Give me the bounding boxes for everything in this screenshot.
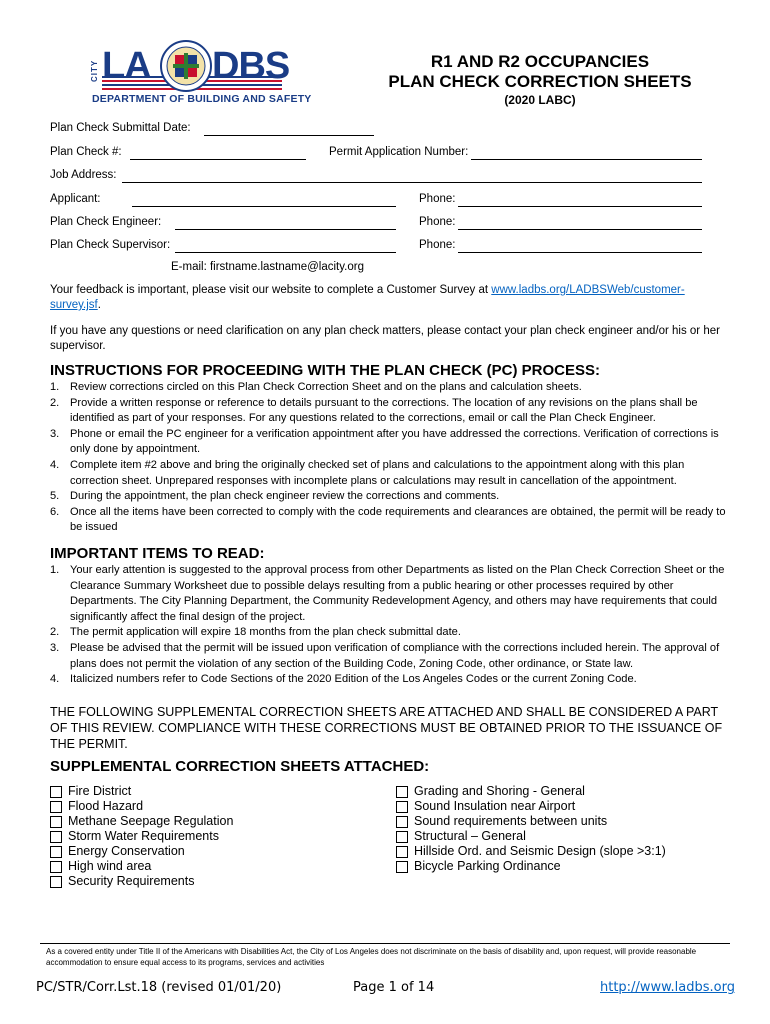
applicant-label: Applicant: <box>50 193 101 205</box>
checkbox[interactable] <box>396 786 408 798</box>
supplemental-list-right <box>396 784 666 874</box>
supervisor-phone-label: Phone: <box>419 239 456 251</box>
job-address-field[interactable] <box>122 182 702 183</box>
permit-application-field[interactable] <box>471 159 702 160</box>
checkbox[interactable] <box>50 816 62 828</box>
checkbox-item[interactable]: Storm Water Requirements <box>50 829 233 844</box>
checkbox-item[interactable]: Hillside Ord. and Seismic Design (slope >3:1) <box>396 844 666 859</box>
checkbox[interactable] <box>396 861 408 873</box>
list-item: 1. Review corrections circled on this Plan Check Correction Sheet and on the plans and calculation sheets. <box>50 381 582 393</box>
checkbox-item[interactable]: Methane Seepage Regulation <box>50 814 233 829</box>
logo-department-text: DEPARTMENT OF BUILDING AND SAFETY <box>92 93 312 105</box>
submittal-date-label: Plan Check Submittal Date: <box>50 122 191 134</box>
checkbox-item[interactable]: Sound Insulation near Airport <box>396 799 666 814</box>
feedback-period: . <box>97 299 101 311</box>
list-item: 3. Phone or email the PC engineer for a verification appointment after you have addressed the corrections. Verification of corrections is only done by appointment. <box>50 427 719 456</box>
instructions-list <box>50 380 730 536</box>
list-item: 6. Once all the items have been corrected to comply with the code requirements and clearances are obtained, the permit will be ready to be issued <box>50 505 726 534</box>
checkbox-item[interactable]: Security Requirements <box>50 874 233 889</box>
instructions-heading: INSTRUCTIONS FOR PROCEEDING WITH THE PLAN CHECK (PC) PROCESS: <box>50 362 601 379</box>
checkbox-item[interactable]: Grading and Shoring - General <box>396 784 666 799</box>
permit-application-label: Permit Application Number: <box>329 146 469 158</box>
job-address-label: Job Address: <box>50 169 117 181</box>
checkbox[interactable] <box>50 861 62 873</box>
list-item: 3. Please be advised that the permit will be issued upon verification of compliance with the corrections included herein. The approval of plans does not permit the violation of any section of the Building Code, Zoning Code, other ordinance, or State law. <box>50 641 720 670</box>
supervisor-label: Plan Check Supervisor: <box>50 239 171 251</box>
engineer-field[interactable] <box>175 229 396 230</box>
engineer-phone-label: Phone: <box>419 216 456 228</box>
checkbox[interactable] <box>50 786 62 798</box>
plan-check-number-field[interactable] <box>130 159 306 160</box>
checkbox[interactable] <box>50 801 62 813</box>
document-title <box>340 52 740 108</box>
submittal-date-field[interactable] <box>204 135 374 136</box>
logo-la-text: LA <box>102 45 151 87</box>
city-seal-icon <box>160 40 212 92</box>
list-item: 5. During the appointment, the plan check engineer review the corrections and comments. <box>50 490 500 503</box>
questions-paragraph: If you have any questions or need clarification on any plan check matters, please contact your plan check engineer and/or his or her supervisor. <box>50 325 720 352</box>
plan-check-number-label: Plan Check #: <box>50 146 122 158</box>
engineer-phone-field[interactable] <box>458 229 702 230</box>
important-items-list <box>50 563 730 688</box>
title-line-3: (2020 LABC) <box>504 93 576 107</box>
checkbox[interactable] <box>396 846 408 858</box>
footer-divider <box>40 943 730 944</box>
checkbox[interactable] <box>396 801 408 813</box>
checkbox[interactable] <box>396 816 408 828</box>
checkbox-item[interactable]: Sound requirements between units <box>396 814 666 829</box>
ada-notice: As a covered entity under Title II of the Americans with Disabilities Act, the City of Los Angeles does not discriminate on the basis of disability and, upon request, will provide reasonable accommodation to ensure equal access to its programs, services and activities <box>46 947 697 967</box>
applicant-field[interactable] <box>132 206 396 207</box>
checkbox-item[interactable]: Structural – General <box>396 829 666 844</box>
checkbox[interactable] <box>50 876 62 888</box>
checkbox-item[interactable]: Bicycle Parking Ordinance <box>396 859 666 874</box>
logo-city-text: CITY <box>90 59 99 82</box>
checkbox[interactable] <box>396 831 408 843</box>
checkbox-item[interactable]: Energy Conservation <box>50 844 233 859</box>
list-item: 4. Complete item #2 above and bring the originally checked set of plans and calculations to the appointment along with this plan correction sheet. Unprepared responses with incomplete plans or calculations may result in cancellation of the appointment. <box>50 458 685 487</box>
title-line-1: R1 AND R2 OCCUPANCIES <box>430 52 650 71</box>
page-number: Page 1 of 14 <box>353 980 435 995</box>
supplemental-heading: SUPPLEMENTAL CORRECTION SHEETS ATTACHED: <box>50 758 430 775</box>
feedback-paragraph <box>50 283 730 313</box>
applicant-phone-label: Phone: <box>419 193 456 205</box>
checkbox-item[interactable]: Fire District <box>50 784 233 799</box>
checkbox[interactable] <box>50 831 62 843</box>
supplemental-list-left <box>50 784 233 889</box>
list-item: 2. The permit application will expire 18 months from the plan check submittal date. <box>50 626 461 639</box>
checkbox-item[interactable]: High wind area <box>50 859 233 874</box>
ladbs-logo <box>88 44 312 106</box>
ladbs-website-link[interactable]: http://www.ladbs.org <box>600 980 735 995</box>
list-item: 4. Italicized numbers refer to Code Sections of the 2020 Edition of the Los Angeles Codes or the current Zoning Code. <box>50 673 637 686</box>
important-items-heading: IMPORTANT ITEMS TO READ: <box>50 545 265 562</box>
list-item: 2. Provide a written response or reference to details pursuant to the corrections. The location of any revisions on the plans shall be identified as part of your responses. For any questions related to the corrections, email or call the Plan Check Engineer. <box>50 396 698 425</box>
supplemental-notice: THE FOLLOWING SUPPLEMENTAL CORRECTION SHEETS ARE ATTACHED AND SHALL BE CONSIDERED A PART OF THIS REVIEW. COMPLIANCE WITH THESE CORRECTIONS MUST BE OBTAINED PRIOR TO THE ISSUANCE OF THE PERMIT. <box>50 705 723 751</box>
form-id: PC/STR/Corr.Lst.18 (revised 01/01/20) <box>36 980 282 995</box>
checkbox-item[interactable]: Flood Hazard <box>50 799 233 814</box>
title-line-2: PLAN CHECK CORRECTION SHEETS <box>388 72 692 91</box>
email-format-note: E-mail: firstname.lastname@lacity.org <box>171 261 364 273</box>
customer-survey-link[interactable]: www.ladbs.org/LADBSWeb/customer-survey.jsf <box>50 284 685 311</box>
engineer-label: Plan Check Engineer: <box>50 216 162 228</box>
checkbox[interactable] <box>50 846 62 858</box>
supervisor-phone-field[interactable] <box>458 252 702 253</box>
supervisor-field[interactable] <box>175 252 396 253</box>
list-item: 1. Your early attention is suggested to the approval process from other Departments as listed on the Plan Check Correction Sheet or the Clearance Summary Worksheet due to possible delays resulting from a public hearing or other processes required by other Departments. The City Planning Department, the Community Redevelopment Agency, and others may have requirements that could significantly affect the final design of the project. <box>50 564 725 623</box>
applicant-phone-field[interactable] <box>458 206 702 207</box>
feedback-text: Your feedback is important, please visit our website to complete a Customer Survey at <box>50 284 492 296</box>
logo-dbs-text: DBS <box>212 45 290 87</box>
